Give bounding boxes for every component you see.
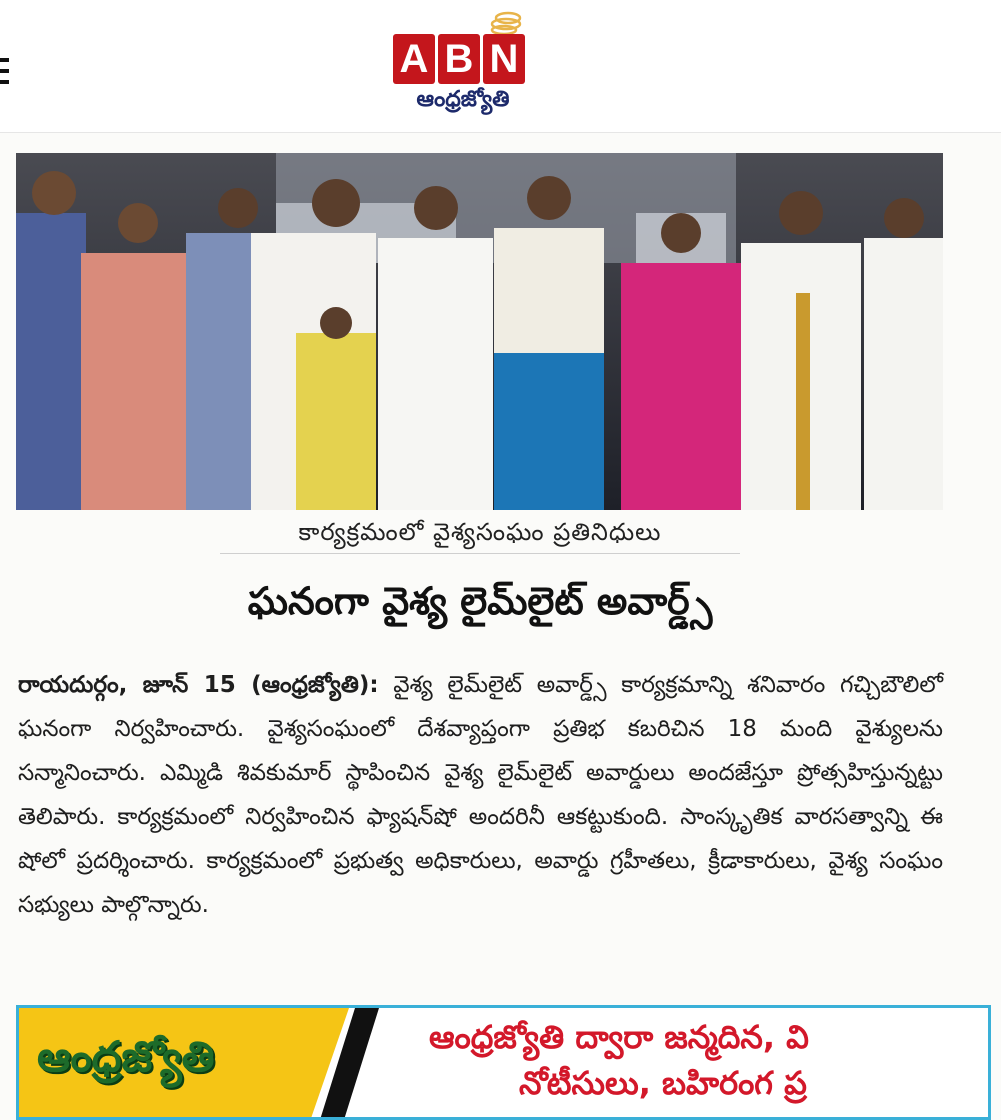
article-dateline: రాయదుర్గం, జూన్ 15 (ఆంధ్రజ్యోతి): — [18, 672, 379, 698]
hamburger-menu-icon[interactable] — [0, 58, 12, 88]
logo-letter-a: A — [393, 34, 435, 84]
logo-letter-n: N — [483, 34, 525, 84]
logo-letter-b: B — [438, 34, 480, 84]
article-body — [18, 663, 943, 927]
promo-banner[interactable] — [16, 1005, 991, 1120]
article-clipping — [0, 133, 1001, 1120]
banner-brand: ఆంధ్రజ్యోతి — [37, 1032, 215, 1081]
event-photo-illustration — [16, 153, 943, 510]
banner-text-line2: నోటీసులు, బహిరంగ ప్ర — [519, 1064, 807, 1102]
logo-subtitle: ఆంధ్రజ్యోతి — [416, 87, 510, 112]
event-photo[interactable] — [16, 153, 943, 510]
abn-andhrajyothy-logo[interactable] — [393, 10, 533, 120]
logo-letters — [393, 34, 525, 84]
site-header — [0, 0, 1001, 133]
banner-text-line1: ఆంధ్రజ్యోతి ద్వారా జన్మదిన, వి — [429, 1018, 809, 1056]
caption-divider — [220, 553, 740, 554]
photo-caption: కార్యక్రమంలో వైశ్యసంఘం ప్రతినిధులు — [298, 518, 662, 546]
article-body-text: వైశ్య లైమ్‌లైట్ అవార్డ్స్ కార్యక్రమాన్ని శనివారం గచ్చిబౌలిలో ఘనంగా నిర్వహించారు. వైశ్యసంఘంలో దేశవ్యాప్తంగా ప్రతిభ కబరిచిన 18 మంది వైశ్యులను సన్మానించారు. ఎమ్మిడి శివకుమార్ స్థాపించిన వైశ్య లైమ్‌లైట్ అవార్డులు అందజేస్తూ ప్రోత్సహిస్తున్నట్టు తెలిపారు. కార్యక్రమంలో నిర్వహించిన ఫ్యాషన్‌షో అందరినీ ఆకట్టుకుంది. సాంస్కృతిక వారసత్వాన్ని ఈ షోలో ప్రదర్శించారు. కార్యక్రమంలో ప్రభుత్వ అధికారులు, అవార్డు గ్రహీతలు, క్రీడాకారులు, వైశ్య సంఘం సభ్యులు పాల్గొన్నారు. — [18, 672, 944, 918]
article-headline: ఘనంగా వైశ్య లైమ్‌లైట్ అవార్డ్స్ — [247, 579, 713, 623]
